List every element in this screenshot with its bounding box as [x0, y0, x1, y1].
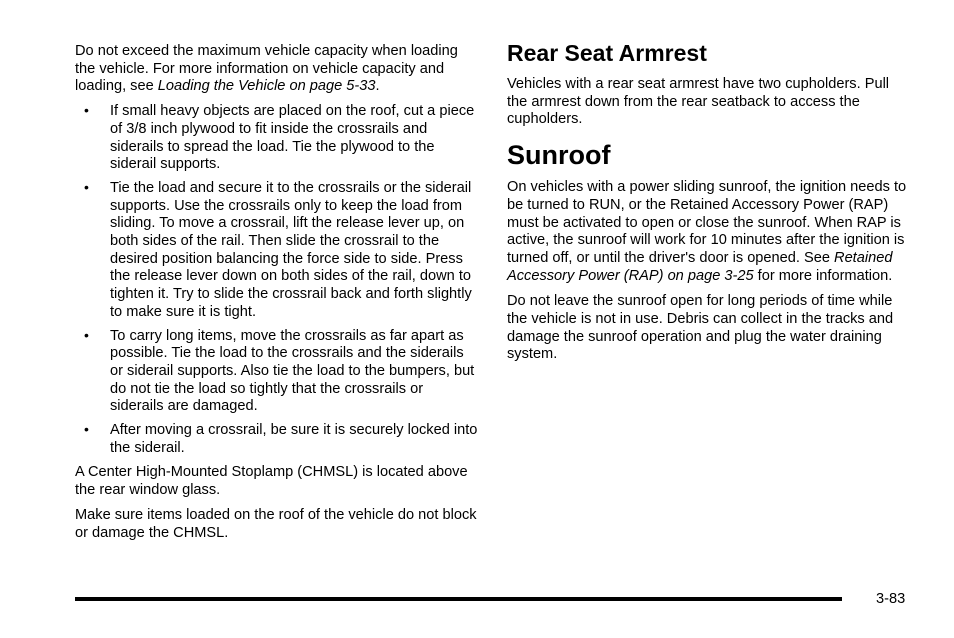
sunroof-ignition-paragraph — [507, 179, 912, 285]
page-number: 3-83 — [876, 591, 906, 607]
armrest-heading: Rear Seat Armrest — [507, 40, 707, 66]
list-item — [75, 180, 480, 322]
bullet-icon: • — [84, 178, 89, 195]
list-item-text: To carry long items, move the crossrails as far apart as possible. Tie the load to the crossrails and the siderails or siderail supports. Also tie the load to the bumpers, but do not tie the load so tightly that the crossrails or siderails are damaged. — [110, 327, 475, 415]
list-item-text: After moving a crossrail, be sure it is securely locked into the siderail. — [110, 422, 478, 456]
sunroof-ignition-end: for more information. — [753, 267, 893, 284]
chmsl-location-paragraph: A Center High-Mounted Stoplamp (CHMSL) is located above the rear window glass. — [75, 464, 468, 499]
footer-rule — [75, 597, 842, 601]
right-column — [507, 38, 912, 372]
rap-reference[interactable]: Retained Accessory Power (RAP) on page 3-25 — [507, 249, 893, 284]
list-item-text: Tie the load and secure it to the crossrails or the siderail supports. Use the crossrails only to keep the load from sliding. To move a crossrail, lift the release lever up, on both sides of the rail. Then slide the crossrail to the desired position balancing the force side to side. Press the release lever down on both sides of the rail, down to tighten it. Try to slide the crossrail back and forth slightly to make sure it is tight. — [110, 179, 472, 320]
bullet-icon: • — [84, 102, 89, 119]
roof-load-bullet-list — [75, 103, 480, 457]
left-column — [75, 43, 480, 549]
capacity-text: Do not exceed the maximum vehicle capacity when loading the vehicle. For more information on vehicle capacity and loading, see — [75, 43, 458, 95]
sunroof-ignition-text: On vehicles with a power sliding sunroof, the ignition needs to be turned to RUN, or the Retained Accessory Power (RAP) must be activated to open or close the sunroof. When RAP is active, the sunroof will work for 10 minutes after the ignition is turned off, or until the driver's door is opened. See — [507, 179, 907, 266]
list-item — [75, 422, 480, 457]
loading-vehicle-reference[interactable]: Loading the Vehicle on page 5-33 — [157, 78, 376, 95]
capacity-paragraph — [75, 43, 480, 96]
bullet-icon: • — [84, 421, 89, 438]
list-item — [75, 103, 480, 174]
bullet-icon: • — [84, 326, 89, 343]
list-item — [75, 328, 480, 417]
capacity-period: . — [375, 78, 380, 95]
sunroof-heading: Sunroof — [507, 140, 611, 171]
armrest-paragraph: Vehicles with a rear seat armrest have two cupholders. Pull the armrest down from the rear seatback to access the cupholders. — [507, 76, 890, 128]
sunroof-debris-paragraph: Do not leave the sunroof open for long periods of time while the vehicle is not in use. Debris can collect in the tracks and damage the sunroof operation and plug the water draining system. — [507, 293, 894, 363]
list-item-text: If small heavy objects are placed on the roof, cut a piece of 3/8 inch plywood to fit inside the crossrails and siderails to spread the load. Tie the plywood to the siderail supports. — [110, 103, 475, 173]
chmsl-warning-paragraph: Make sure items loaded on the roof of the vehicle do not block or damage the CHMSL. — [75, 506, 477, 541]
